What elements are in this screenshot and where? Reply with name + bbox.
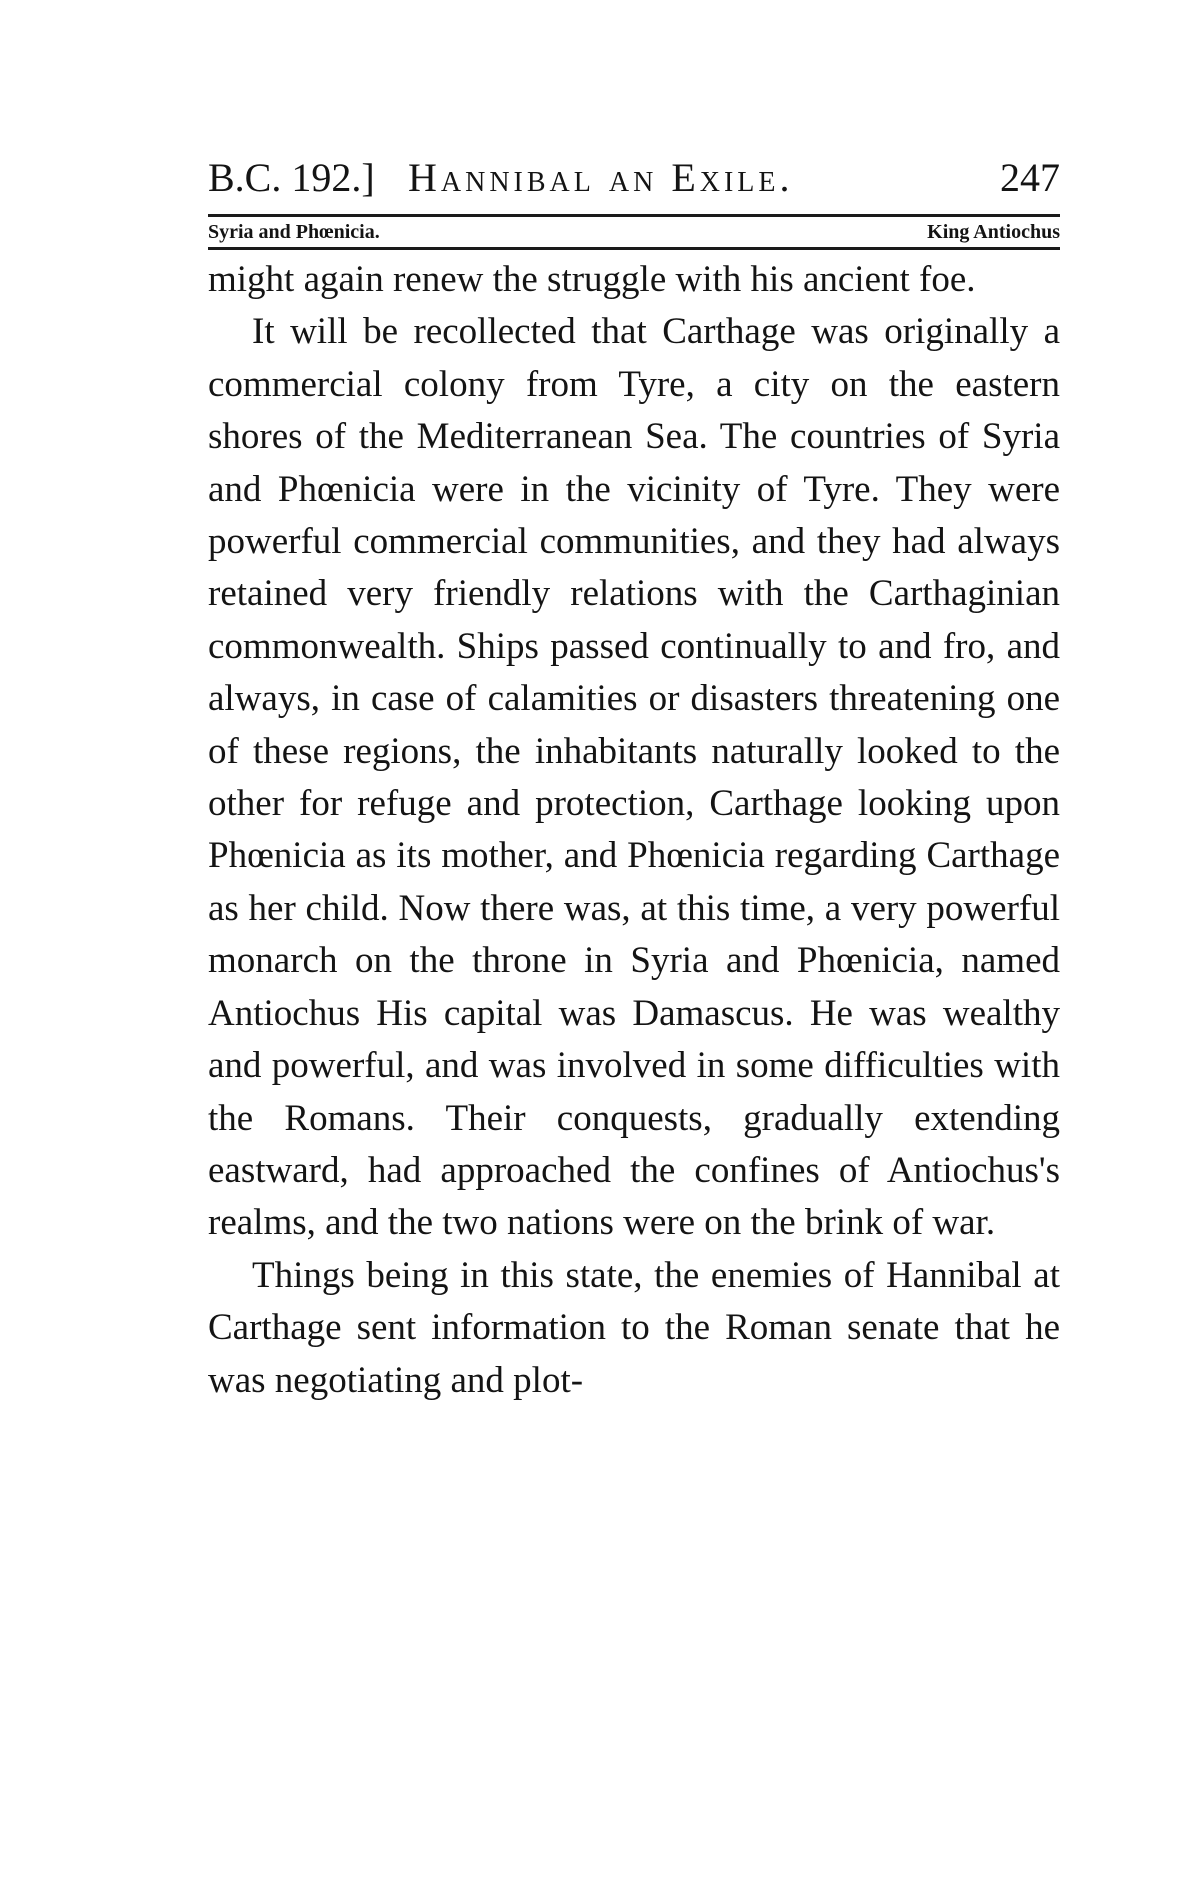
paragraph-carthage-origin: It will be recollected that Carthage was originally a commercial colony from Tyre, a city on the eastern shores of the Mediterranean Sea. The countries of Syria and Phœnicia were in the vicinity of Tyre. They were powerful commercial communities, and they had always retained very friendly relations with the Carthaginian commonwealth. Ships passed continually to and fro, and always, in case of calamities or disasters threatening one of these regions, the inhabitants naturally looked to the other for refuge and protection, Carthage looking upon Phœnicia as its mother, and Phœnicia regarding Carthage as her child. Now there was, at this time, a very powerful monarch on the throne in Syria and Phœnicia, named Antiochus His capital was Damascus. He was wealthy and powerful, and was involved in some difficulties with the Romans. Their conquests, gradually extending eastward, had approached the confines of Antiochus's realms, and the two nations were on the brink of war.: [208, 311, 1060, 1244]
header-date: B.C. 192.]: [208, 155, 375, 200]
header-title: Hannibal an Exile.: [408, 155, 794, 200]
paragraph-continuation: might again renew the struggle with his ancient foe.: [208, 259, 976, 300]
subheader-right: King Antiochus: [927, 221, 1060, 243]
paragraph-enemies: Things being in this state, the enemies of Hannibal at Carthage sent information to the Roman senate that he was negotiating and plot-: [208, 1254, 1060, 1401]
header-rule-bottom: [208, 247, 1060, 250]
subheader-left: Syria and Phœnicia.: [208, 221, 380, 243]
page-number: 247: [1000, 155, 1060, 200]
body-text: [208, 254, 1060, 1407]
subheader: [208, 217, 1060, 247]
running-head: [208, 150, 1060, 206]
book-page: [208, 150, 1060, 1407]
